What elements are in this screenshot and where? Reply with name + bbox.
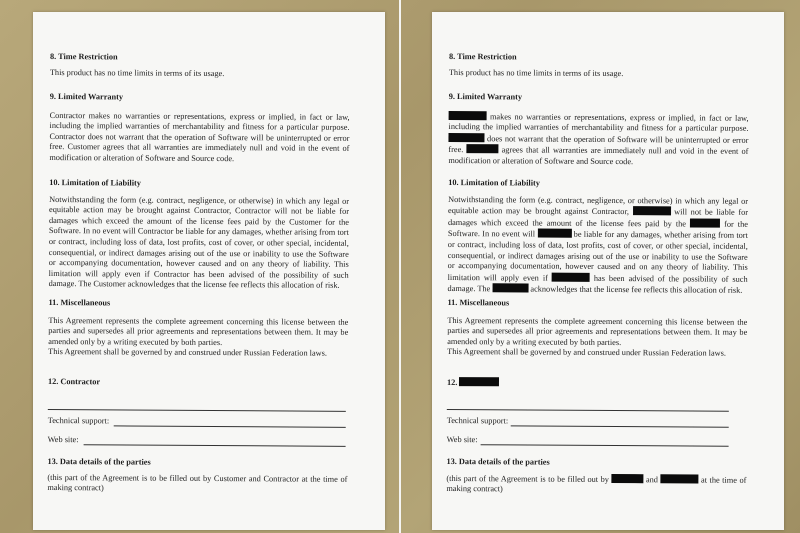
section-limited-warranty bbox=[49, 92, 349, 165]
redaction-bar bbox=[690, 218, 720, 227]
web-site-label: Web site: bbox=[47, 434, 79, 445]
section-miscellaneous bbox=[48, 298, 348, 360]
section-contractor bbox=[446, 377, 747, 445]
redaction-bar bbox=[492, 284, 528, 293]
section-heading: 9. Limited Warranty bbox=[448, 91, 523, 102]
section-heading: 12. bbox=[447, 377, 747, 390]
section-body: This product has no time limits in terms of its usage. bbox=[448, 67, 624, 78]
section-heading: 10. Limitation of Liability bbox=[448, 177, 540, 188]
technical-support-label: Technical support: bbox=[446, 415, 509, 426]
section-body-2: This Agreement shall be governed by and construed under Russian Federation laws. bbox=[447, 347, 727, 359]
section-limitation-of-liability bbox=[448, 178, 749, 297]
section-heading: 11. Miscellaneous bbox=[447, 297, 510, 308]
redaction-bar bbox=[466, 144, 498, 153]
section-data-details bbox=[446, 457, 746, 497]
section-time-restriction bbox=[449, 52, 749, 80]
section-body: Contractor makes no warranties or representations, express or implied, in fact or law, including the implied warranties of merchantability and fitness for a particular purpose. Contractor does not warrant that the operation of Software will be uninterrupted or error free. Customer agrees that all warranties are immediately null and void in the event of modification or alteration of Software and Source code. bbox=[49, 110, 350, 164]
section-body: (this part of the Agreement is to be filled out by and at the time of making contract) bbox=[446, 473, 747, 494]
section-heading: 8. Time Restriction bbox=[49, 52, 118, 62]
section-heading: 10. Limitation of Liability bbox=[49, 177, 141, 188]
section-body: This product has no time limits in terms of its usage. bbox=[49, 67, 225, 78]
section-heading: 9. Limited Warranty bbox=[49, 91, 124, 102]
section-data-details bbox=[47, 457, 347, 496]
technical-support-label: Technical support: bbox=[47, 415, 110, 426]
redaction-bar bbox=[448, 133, 484, 142]
section-body: Notwithstanding the form (e.g. contract, negligence, or otherwise) in which any legal or equitable action may be brought against Contractor, Contractor will not be liable for damages which exceed the amount of the license fees paid by the Customer for the Software. In no event will Contractor be liable for any damages, whether arising from tort or contract, including loss of data, lost profits, cost of cover, or other special, incidental, consequential, or indirect damages arising out of the use or inability to use the Software or accompanying documentation, however caused and on any theory of liability. This limitation will apply even if Contractor has been advised of the possibility of such damage. The Customer acknowledges that the license fee reflects this allocation of risk. bbox=[48, 194, 350, 291]
redaction-bar bbox=[633, 206, 671, 215]
redaction-bar bbox=[552, 272, 590, 281]
section-miscellaneous bbox=[447, 298, 747, 360]
section-body: makes no warranties or representations, express or implied, in fact or law, including the implied warranties of merchantability and fitness for a particular purpose. does not warrant that the operation of Software will be uninterrupted or error free. agrees that all warranties are immediately null and void in the event of modification or alteration of Software and Source code. bbox=[448, 111, 749, 167]
section-body: (this part of the Agreement is to be filled out by Customer and Contractor at the time of making contract) bbox=[47, 472, 348, 493]
web-site-label: Web site: bbox=[446, 434, 478, 445]
redaction-bar bbox=[449, 111, 487, 120]
section-time-restriction bbox=[50, 52, 350, 80]
section-limitation-of-liability bbox=[49, 178, 350, 292]
redaction-bar bbox=[660, 474, 698, 483]
redaction-bar bbox=[611, 474, 643, 483]
section-heading: 11. Miscellaneous bbox=[48, 297, 111, 308]
section-body: Notwithstanding the form (e.g. contract, negligence, or otherwise) in which any legal or equitable action may be brought against Contractor, will not be liable for damages which exceed the amount of the license fees paid by the for the Software. In no event will be liable for any damages, whether arising from tort or contract, including loss of data, lost profits, cost of cover, or other special, incidental, consequential, or indirect damages arising out of the use or inability to use the Software or accompanying documentation, however caused and on any theory of liability. This limitation will apply even if has been advised of the possibility of such damage. The acknowledges that the license fee reflects this allocation of risk. bbox=[447, 194, 749, 296]
section-body: This Agreement represents the complete agreement concerning this license between the parties and supersedes all prior agreements and representations between them. It may be amended only by a writing executed by both parties. bbox=[447, 315, 748, 347]
section-body: This Agreement represents the complete agreement concerning this license between the parties and supersedes all prior agreements and representations between them. It may be amended only by a writing executed by both parties. bbox=[48, 315, 349, 347]
photo-redacted bbox=[400, 0, 800, 533]
redaction-bar bbox=[459, 377, 499, 386]
redaction-bar bbox=[537, 229, 571, 238]
section-heading: 12. Contractor bbox=[47, 376, 101, 387]
section-limited-warranty bbox=[448, 92, 748, 168]
section-heading: 8. Time Restriction bbox=[448, 52, 517, 62]
section-body-2: This Agreement shall be governed by and construed under Russian Federation laws. bbox=[48, 347, 328, 359]
section-heading: 13. Data details of the parties bbox=[446, 456, 550, 467]
section-contractor bbox=[47, 376, 348, 445]
section-heading: 13. Data details of the parties bbox=[47, 456, 151, 467]
